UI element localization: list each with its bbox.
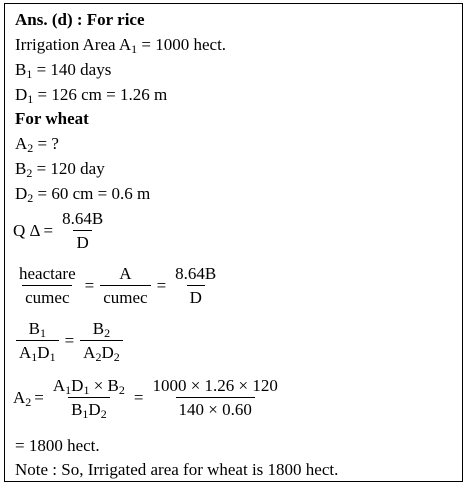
wheat-base-line: $B_2 = 120$ day [15,159,105,180]
answer-box [4,3,463,482]
formula-ratio: $\frac{B_1}{A_1D_1}$ = $\frac{B_2}{A_2D_2}$ [13,319,126,362]
fraction: $\frac{\text{heactare}}{\text{cumec}}$ [19,264,76,307]
fraction: $\frac{B_1}{A_1D_1}$ [16,319,59,362]
wheat-delta-line: $D_2 = 60$ cm = 0.6 m [15,184,151,205]
rice-delta-line: $D_1 = 126$ cm = 1.26 m [15,85,168,106]
result-line: = 1800 hect. [15,436,100,455]
wheat-heading: For wheat [15,109,89,128]
note-line: Note : So, Irrigated area for wheat is 1800 hect. [15,460,339,479]
fraction: $\frac{B_2}{A_2D_2}$ [80,319,123,362]
fraction: $\frac{1000 \times 1.26 \times 120}{140 \times 0.60}$ [152,376,278,419]
formula-a2: $A_2$ = $\frac{A_1D_1 \times B_2}{B_1D_2}$ = $\frac{1000 \times 1.26 \times 120}{140 \times 0.60}$ [13,376,284,419]
rice-area-line: Irrigation Area $A_1 = 1000$ hect. [15,35,227,56]
formula-q-delta: Q Δ = $\frac{8.64B}{D}$ [13,209,109,252]
fraction: $\frac{8.64B}{D}$ [175,264,217,307]
formula-units: $\frac{\text{heactare}}{\text{cumec}}$ = $\frac{A}{\text{cumec}}$ = $\frac{8.64B}{D}$ [13,264,222,307]
wheat-area-line: $A_2$ = ? [15,134,59,155]
answer-heading: Ans. (d) : For rice [15,10,145,29]
fraction: $\frac{A_1D_1 \times B_2}{B_1D_2}$ [52,376,125,421]
rice-base-line: $B_1 = 140$ days [15,60,112,81]
fraction: $\frac{A}{\text{cumec}}$ [100,264,150,307]
fraction: $\frac{8.64B}{D}$ [62,209,104,252]
